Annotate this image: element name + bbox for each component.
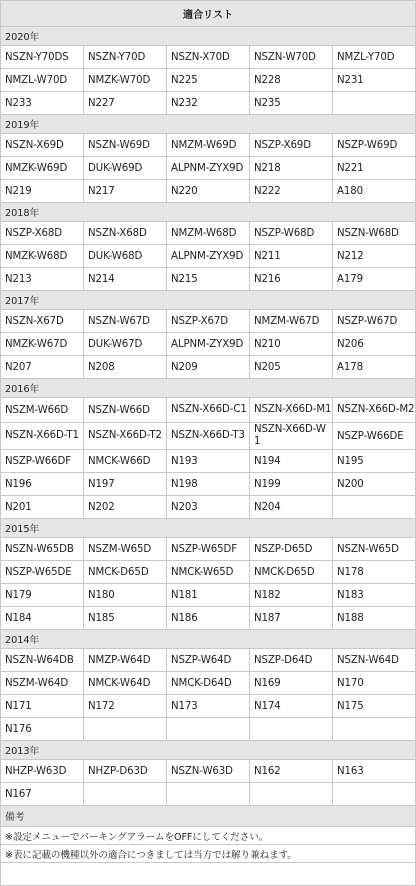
model-cell: N210 bbox=[250, 333, 333, 356]
model-cell: NMZL-W70D bbox=[1, 69, 84, 92]
model-cell: NMZK-W69D bbox=[1, 157, 84, 180]
model-cell: N187 bbox=[250, 607, 333, 630]
model-cell: NMZM-W67D bbox=[250, 310, 333, 333]
model-cell: NSZN-W70D bbox=[250, 46, 333, 69]
model-cell: N203 bbox=[167, 496, 250, 519]
model-cell: NSZN-W69D bbox=[84, 134, 167, 157]
model-cell: NSZN-W64DB bbox=[1, 649, 84, 672]
model-cell: ALPNM-ZYX9D bbox=[167, 157, 250, 180]
model-cell: N222 bbox=[250, 180, 333, 203]
model-cell: N170 bbox=[333, 672, 416, 695]
model-cell: NSZP-X69D bbox=[250, 134, 333, 157]
model-row bbox=[1, 450, 416, 473]
model-cell: NSZN-W64D bbox=[333, 649, 416, 672]
model-cell: NSZP-W68D bbox=[250, 222, 333, 245]
model-cell: NSZN-X66D-T3 bbox=[167, 423, 250, 450]
model-cell: A179 bbox=[333, 268, 416, 291]
model-cell: NSZP-X68D bbox=[1, 222, 84, 245]
model-cell: NSZP-W69D bbox=[333, 134, 416, 157]
model-cell: N214 bbox=[84, 268, 167, 291]
model-cell: N225 bbox=[167, 69, 250, 92]
model-row bbox=[1, 538, 416, 561]
model-cell: N171 bbox=[1, 695, 84, 718]
model-cell bbox=[84, 718, 167, 741]
model-row bbox=[1, 157, 416, 180]
model-row bbox=[1, 561, 416, 584]
model-cell: N183 bbox=[333, 584, 416, 607]
model-row bbox=[1, 333, 416, 356]
table-caption-row bbox=[1, 1, 416, 27]
model-cell: NMZM-W68D bbox=[167, 222, 250, 245]
model-row bbox=[1, 222, 416, 245]
model-cell: N216 bbox=[250, 268, 333, 291]
model-cell: ALPNM-ZYX9D bbox=[167, 245, 250, 268]
model-cell: A180 bbox=[333, 180, 416, 203]
note-row bbox=[1, 845, 416, 863]
model-row bbox=[1, 134, 416, 157]
year-header-row bbox=[1, 741, 416, 760]
model-row bbox=[1, 398, 416, 423]
model-cell: N181 bbox=[167, 584, 250, 607]
model-cell: N180 bbox=[84, 584, 167, 607]
model-cell: N220 bbox=[167, 180, 250, 203]
model-cell: NSZN-X66D-W1 bbox=[250, 423, 333, 450]
model-row bbox=[1, 760, 416, 783]
year-label: 2016年 bbox=[1, 379, 416, 398]
model-cell bbox=[250, 783, 333, 806]
model-cell: NMZK-W70D bbox=[84, 69, 167, 92]
model-cell: N202 bbox=[84, 496, 167, 519]
model-cell: NMCK-W64D bbox=[84, 672, 167, 695]
model-cell: N212 bbox=[333, 245, 416, 268]
model-cell: N227 bbox=[84, 92, 167, 115]
model-cell: NMZM-W69D bbox=[167, 134, 250, 157]
model-cell: N174 bbox=[250, 695, 333, 718]
year-label: 2015年 bbox=[1, 519, 416, 538]
model-cell: ALPNM-ZYX9D bbox=[167, 333, 250, 356]
model-cell: N196 bbox=[1, 473, 84, 496]
model-cell: N188 bbox=[333, 607, 416, 630]
model-cell: NSZP-D64D bbox=[250, 649, 333, 672]
model-cell: N179 bbox=[1, 584, 84, 607]
model-cell: N206 bbox=[333, 333, 416, 356]
model-cell: N175 bbox=[333, 695, 416, 718]
model-cell bbox=[250, 718, 333, 741]
note-text: ※設定メニューでパーキングアラームをOFFにしてください。 bbox=[1, 827, 416, 845]
model-cell: N233 bbox=[1, 92, 84, 115]
model-cell: N228 bbox=[250, 69, 333, 92]
model-cell bbox=[333, 718, 416, 741]
model-cell: NSZP-W64D bbox=[167, 649, 250, 672]
model-row bbox=[1, 783, 416, 806]
model-row bbox=[1, 672, 416, 695]
model-cell: N201 bbox=[1, 496, 84, 519]
model-cell: N184 bbox=[1, 607, 84, 630]
model-cell: N207 bbox=[1, 356, 84, 379]
model-cell: NSZP-W65DF bbox=[167, 538, 250, 561]
year-header-row bbox=[1, 203, 416, 222]
model-cell: N221 bbox=[333, 157, 416, 180]
model-cell: DUK-W67D bbox=[84, 333, 167, 356]
table-title: 適合リスト bbox=[1, 1, 416, 27]
model-row bbox=[1, 356, 416, 379]
model-cell: NSZN-X66D-C1 bbox=[167, 398, 250, 423]
model-cell: N205 bbox=[250, 356, 333, 379]
year-header-row bbox=[1, 291, 416, 310]
model-cell: N197 bbox=[84, 473, 167, 496]
model-cell: NSZP-W65DE bbox=[1, 561, 84, 584]
model-cell: NSZP-W66DE bbox=[333, 423, 416, 450]
model-cell: NSZP-W67D bbox=[333, 310, 416, 333]
model-cell: NSZM-W64D bbox=[1, 672, 84, 695]
model-cell: NSZM-W66D bbox=[1, 398, 84, 423]
model-cell: NSZN-X68D bbox=[84, 222, 167, 245]
model-cell: N231 bbox=[333, 69, 416, 92]
model-row bbox=[1, 496, 416, 519]
year-label: 2018年 bbox=[1, 203, 416, 222]
model-cell: N185 bbox=[84, 607, 167, 630]
model-cell: DUK-W69D bbox=[84, 157, 167, 180]
model-cell: N211 bbox=[250, 245, 333, 268]
model-cell: NSZN-W65D bbox=[333, 538, 416, 561]
model-cell: NSZN-W68D bbox=[333, 222, 416, 245]
model-row bbox=[1, 92, 416, 115]
model-cell: N172 bbox=[84, 695, 167, 718]
model-cell: NHZP-D63D bbox=[84, 760, 167, 783]
notes-spacer bbox=[1, 863, 416, 886]
model-row bbox=[1, 310, 416, 333]
model-cell bbox=[333, 92, 416, 115]
model-cell: NMCK-W66D bbox=[84, 450, 167, 473]
model-cell bbox=[333, 496, 416, 519]
year-label: 2019年 bbox=[1, 115, 416, 134]
model-cell: N208 bbox=[84, 356, 167, 379]
model-cell: N217 bbox=[84, 180, 167, 203]
model-cell: NSZN-Y70D bbox=[84, 46, 167, 69]
model-cell: NMZP-W64D bbox=[84, 649, 167, 672]
model-cell: NSZP-D65D bbox=[250, 538, 333, 561]
model-cell: N195 bbox=[333, 450, 416, 473]
model-cell: NSZN-Y70DS bbox=[1, 46, 84, 69]
year-header-row bbox=[1, 630, 416, 649]
model-row bbox=[1, 695, 416, 718]
model-cell bbox=[333, 783, 416, 806]
model-cell: NMCK-D64D bbox=[167, 672, 250, 695]
model-row bbox=[1, 718, 416, 741]
year-label: 2017年 bbox=[1, 291, 416, 310]
model-cell: NSZN-X66D-T1 bbox=[1, 423, 84, 450]
model-cell: N194 bbox=[250, 450, 333, 473]
model-cell: NMCK-W65D bbox=[167, 561, 250, 584]
model-cell bbox=[84, 783, 167, 806]
model-row bbox=[1, 46, 416, 69]
year-header-row bbox=[1, 27, 416, 46]
model-row bbox=[1, 180, 416, 203]
model-cell: DUK-W68D bbox=[84, 245, 167, 268]
model-cell: N204 bbox=[250, 496, 333, 519]
model-cell: N162 bbox=[250, 760, 333, 783]
model-row bbox=[1, 584, 416, 607]
model-cell: N178 bbox=[333, 561, 416, 584]
model-cell: N219 bbox=[1, 180, 84, 203]
year-header-row bbox=[1, 519, 416, 538]
model-cell: N193 bbox=[167, 450, 250, 473]
note-row bbox=[1, 827, 416, 845]
model-row bbox=[1, 268, 416, 291]
model-cell: NSZN-W67D bbox=[84, 310, 167, 333]
model-row bbox=[1, 245, 416, 268]
model-cell: NSZN-X66D-M2 bbox=[333, 398, 416, 423]
model-cell bbox=[167, 783, 250, 806]
year-header-row bbox=[1, 115, 416, 134]
model-cell: NMCK-D65D bbox=[84, 561, 167, 584]
model-cell: NMCK-D65D bbox=[250, 561, 333, 584]
model-cell: N167 bbox=[1, 783, 84, 806]
notes-header-row bbox=[1, 806, 416, 827]
model-cell: N232 bbox=[167, 92, 250, 115]
model-cell: NSZN-X70D bbox=[167, 46, 250, 69]
model-cell: N198 bbox=[167, 473, 250, 496]
model-cell: N169 bbox=[250, 672, 333, 695]
year-label: 2013年 bbox=[1, 741, 416, 760]
model-cell: NSZN-X66D-M1 bbox=[250, 398, 333, 423]
model-cell: N199 bbox=[250, 473, 333, 496]
model-cell: NSZP-W66DF bbox=[1, 450, 84, 473]
model-cell: N218 bbox=[250, 157, 333, 180]
model-cell: N186 bbox=[167, 607, 250, 630]
year-header-row bbox=[1, 379, 416, 398]
model-cell: N213 bbox=[1, 268, 84, 291]
model-cell: NSZM-W65D bbox=[84, 538, 167, 561]
model-cell: N209 bbox=[167, 356, 250, 379]
model-cell: A178 bbox=[333, 356, 416, 379]
model-row bbox=[1, 423, 416, 450]
model-cell: NMZK-W68D bbox=[1, 245, 84, 268]
notes-heading: 備考 bbox=[1, 806, 416, 827]
model-cell bbox=[167, 718, 250, 741]
model-cell: N200 bbox=[333, 473, 416, 496]
notes-spacer-row bbox=[1, 863, 416, 886]
model-cell: NSZN-X66D-T2 bbox=[84, 423, 167, 450]
note-text: ※表に記載の機種以外の適合につきましては当方では解り兼ねます。 bbox=[1, 845, 416, 863]
model-cell: N163 bbox=[333, 760, 416, 783]
model-row bbox=[1, 473, 416, 496]
model-row bbox=[1, 607, 416, 630]
model-cell: N235 bbox=[250, 92, 333, 115]
model-cell: NSZN-X69D bbox=[1, 134, 84, 157]
model-row bbox=[1, 69, 416, 92]
model-cell: NSZN-X67D bbox=[1, 310, 84, 333]
model-cell: NSZP-X67D bbox=[167, 310, 250, 333]
model-cell: NSZN-W63D bbox=[167, 760, 250, 783]
model-row bbox=[1, 649, 416, 672]
model-cell: NMZL-Y70D bbox=[333, 46, 416, 69]
table-body bbox=[1, 1, 416, 886]
model-cell: N176 bbox=[1, 718, 84, 741]
model-cell: N215 bbox=[167, 268, 250, 291]
year-label: 2014年 bbox=[1, 630, 416, 649]
model-cell: N182 bbox=[250, 584, 333, 607]
model-cell: NHZP-W63D bbox=[1, 760, 84, 783]
model-cell: NSZN-W65DB bbox=[1, 538, 84, 561]
model-cell: N173 bbox=[167, 695, 250, 718]
model-cell: NSZN-W66D bbox=[84, 398, 167, 423]
year-label: 2020年 bbox=[1, 27, 416, 46]
model-cell: NMZK-W67D bbox=[1, 333, 84, 356]
